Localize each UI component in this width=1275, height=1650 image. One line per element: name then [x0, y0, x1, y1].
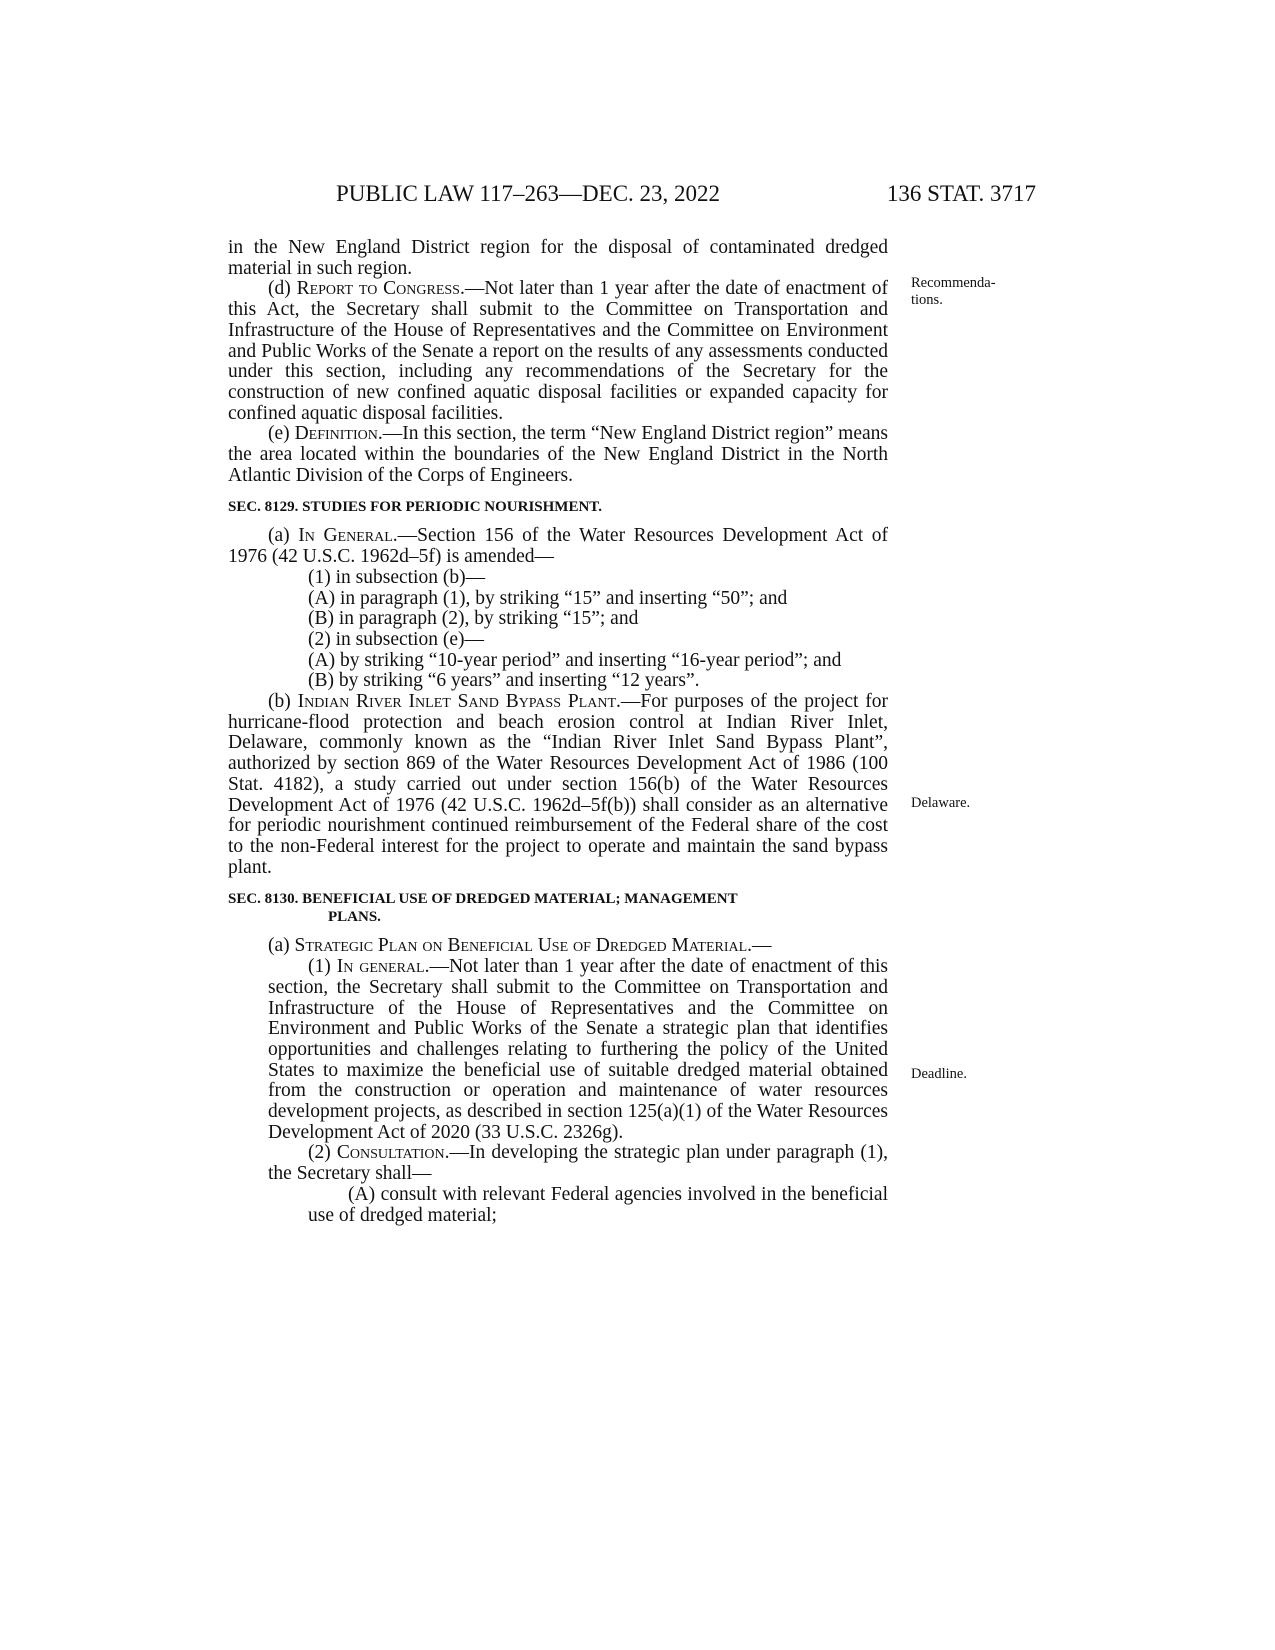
sec-8129-subsection-a-caption: In General [298, 525, 393, 547]
paragraph-2-caption: Consultation [336, 1142, 445, 1164]
subsection-d: (d) Report to Congress.—Not later than 1 year after the date of enactment of this Act, the Secretary shall submit to the Committee on Transportation and Infrastructure of the House of Representatives and the Committee on Environment and Public Works of the Senate a report on the results of any assessments conducted under this section, including any recommendations of the Secretary for the construction of new confined aquatic disposal facilities or expanded capacity for confined aquatic disposal facilities. [228, 278, 888, 424]
stat-page-number: 136 STAT. 3717 [886, 181, 1036, 206]
sec-8129-subsection-b-caption: Indian River Inlet Sand Bypass Plant [297, 691, 617, 713]
sec-8130-subsection-a-caption: Strategic Plan on Beneficial Use of Dredged Material [294, 935, 748, 957]
margin-note-delaware: Delaware. [911, 795, 971, 811]
sec-8130-subsection-a: (a) Strategic Plan on Beneficial Use of Dredged Material.— [268, 935, 772, 957]
paragraph-1-in-general: (1) In general.—Not later than 1 year after the date of enactment of this section, the Secretary shall submit to the Committee on Transportation and Infrastructure of the House of Representatives and the Committee on Environment and Public Works of the Senate a strategic plan that identifies opportunities and challenges relating to furthering the policy of the United States to maximize the beneficial use of suitable dredged material obtained from the construction or operation and maintenance of water resources development projects, as described in section 125(a)(1) of the Water Resources Development Act of 2020 (33 U.S.C. 2326g). [268, 956, 888, 1143]
list-item-1b: (B) in paragraph (2), by striking “15”; and [308, 608, 639, 630]
running-head [336, 181, 1036, 211]
subparagraph-2a: (A) consult with relevant Federal agencies involved in the beneficial use of dredged material; [308, 1183, 888, 1226]
margin-note-deadline: Deadline. [911, 1066, 967, 1082]
paragraph-1-caption: In general [336, 956, 425, 978]
section-8129-heading: SEC. 8129. STUDIES FOR PERIODIC NOURISHMENT. [228, 499, 602, 516]
body-text [228, 238, 888, 1226]
subsection-e-caption: Definition [294, 423, 378, 445]
list-item-1: (1) in subsection (b)— [308, 566, 486, 588]
list-item-2: (2) in subsection (e)— [308, 628, 484, 650]
sec-8129-subsection-b: (b) Indian River Inlet Sand Bypass Plant.—For purposes of the project for hurricane-flood protection and beach erosion control at Indian River Inlet, Delaware, commonly known as the “Indian River Inlet Sand Bypass Plant”, authorized by section 869 of the Water Resources Development Act of 1986 (100 Stat. 4182), a study carried out under section 156(b) of the Water Resources Development Act of 1976 (42 U.S.C. 1962d–5f(b)) shall consider as an alternative for periodic nourishment continued reimbursement of the Federal share of the cost to the non-Federal interest for the project to operate and maintain the sand bypass plant. [228, 691, 888, 878]
section-8130-heading: SEC. 8130. BENEFICIAL USE OF DREDGED MATERIAL; MANAGEMENT PLANS. [228, 891, 738, 926]
sec-8129-subsection-a: (a) In General.—Section 156 of the Water Resources Development Act of 1976 (42 U.S.C. 1962d–5f) is amended— [228, 525, 888, 568]
public-law-header: PUBLIC LAW 117–263—DEC. 23, 2022 [336, 181, 721, 206]
paragraph-continuation: in the New England District region for the disposal of contaminated dredged material in such region. [228, 237, 888, 279]
list-item-2a: (A) by striking “10-year period” and inserting “16-year period”; and [308, 649, 842, 671]
paragraph-2-consultation: (2) Consultation.—In developing the strategic plan under paragraph (1), the Secretary shall— [268, 1142, 888, 1185]
margin-note-recommendations: Recommenda- tions. [911, 275, 996, 308]
list-item-1a: (A) in paragraph (1), by striking “15” and inserting “50”; and [308, 587, 788, 609]
subsection-e: (e) Definition.—In this section, the term “New England District region” means the area located within the boundaries of the New England District in the North Atlantic Division of the Corps of Engineers. [228, 423, 888, 486]
subsection-d-caption: Report to Congress [296, 278, 460, 300]
list-item-2b: (B) by striking “6 years” and inserting “12 years”. [308, 670, 700, 692]
